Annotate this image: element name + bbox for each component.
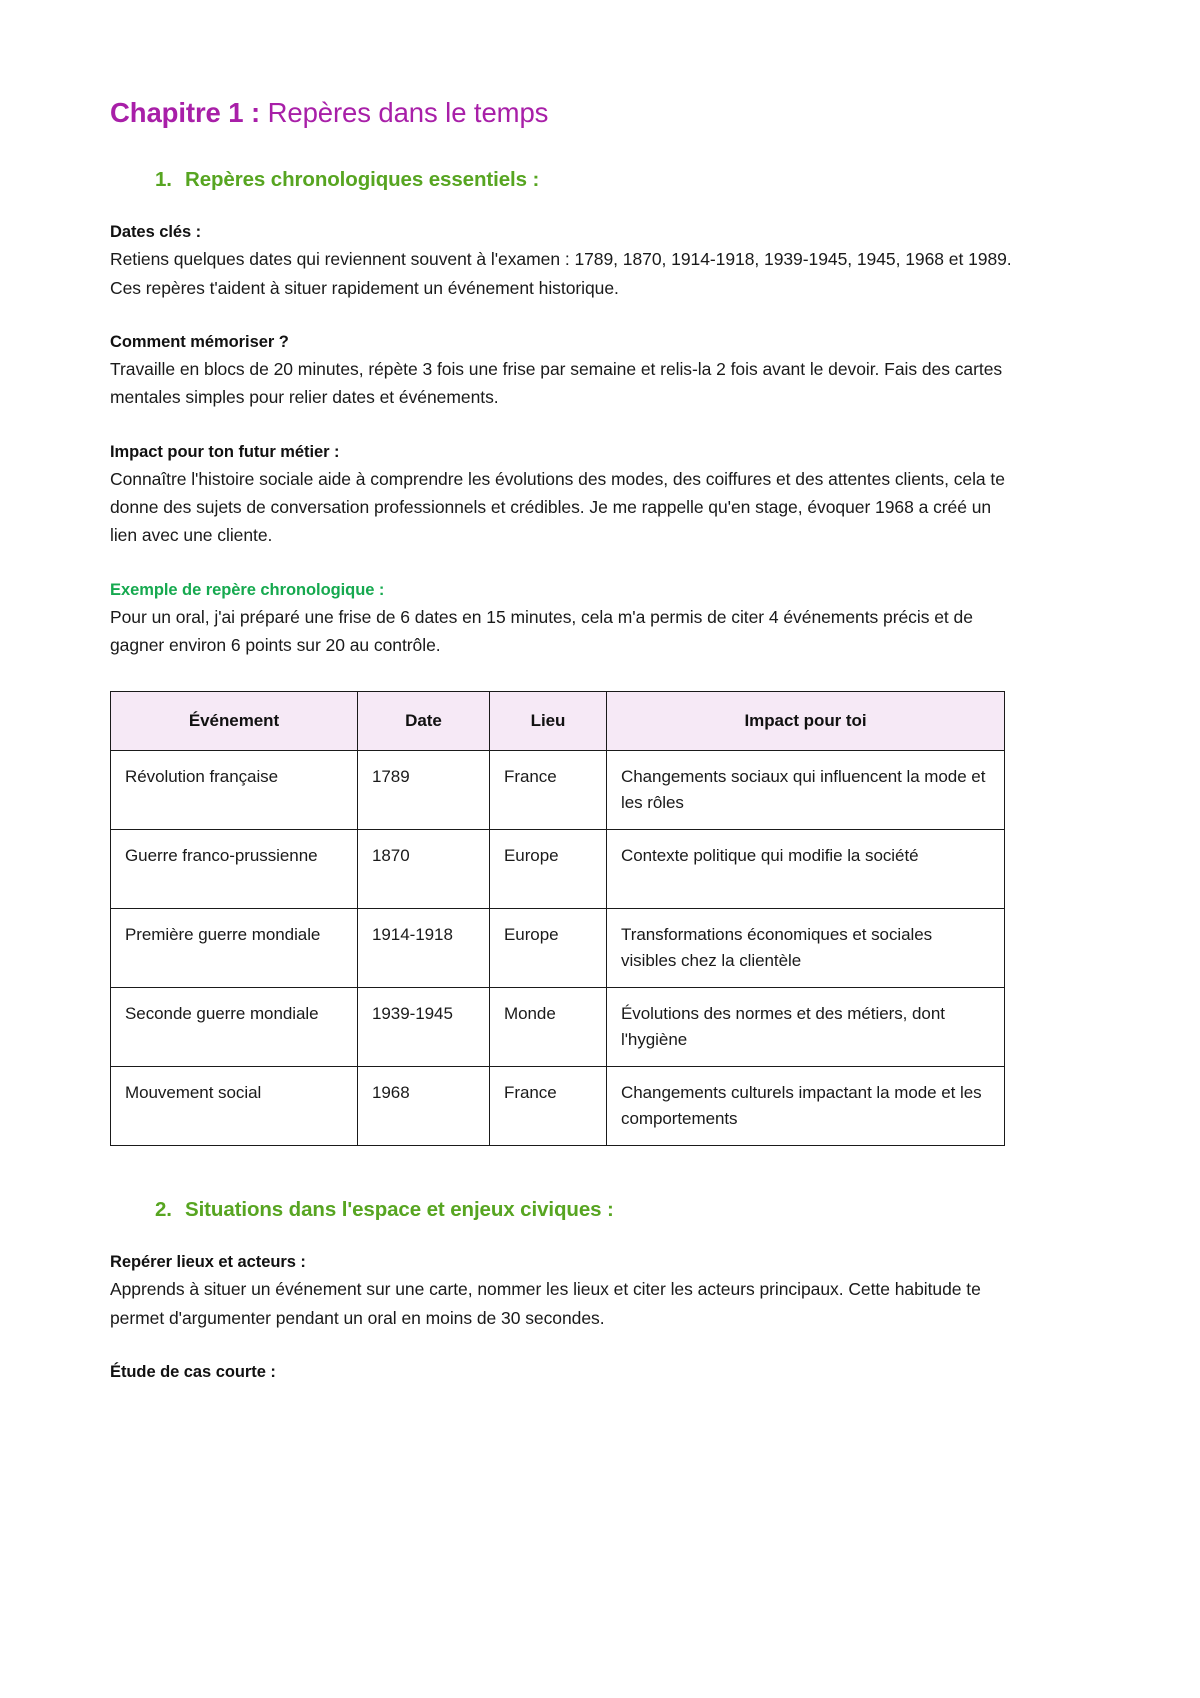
paragraph-dates-cles: Retiens quelques dates qui reviennent souvent à l'examen : 1789, 1870, 1914-1918, 1939-1945, 1945, 1968 et 1989. Ces repères t'aident à situer rapidement un événement historique. bbox=[110, 249, 1012, 298]
subheading-dates-cles: Dates clés : bbox=[110, 223, 202, 242]
block-memoriser bbox=[110, 333, 1090, 412]
chronology-table bbox=[110, 691, 1005, 1146]
table-body bbox=[111, 751, 1005, 1146]
column-header-impact: Impact pour toi bbox=[607, 692, 1005, 751]
block-etude-cas bbox=[110, 1363, 1090, 1382]
subheading-impact-metier: Impact pour ton futur métier : bbox=[110, 442, 340, 461]
chapter-title-text: Repères dans le temps bbox=[267, 97, 549, 128]
table-row bbox=[111, 830, 1005, 909]
cell-impact: Transformations économiques et sociales visibles chez la clientèle bbox=[607, 909, 1005, 988]
chapter-label: Chapitre 1 : bbox=[110, 97, 261, 128]
cell-date: 1789 bbox=[358, 751, 490, 830]
block-dates-cles bbox=[110, 223, 1090, 302]
cell-date: 1914-1918 bbox=[358, 909, 490, 988]
cell-impact: Contexte politique qui modifie la société bbox=[607, 830, 1005, 909]
cell-lieu: Europe bbox=[490, 909, 607, 988]
cell-evenement: Seconde guerre mondiale bbox=[111, 988, 358, 1067]
chronology-table-container bbox=[110, 691, 1090, 1146]
block-exemple bbox=[110, 581, 1090, 660]
section-heading-2 bbox=[110, 1198, 1090, 1222]
section-number-1: 1. bbox=[155, 168, 172, 192]
table-header-row bbox=[111, 692, 1005, 751]
cell-evenement: Guerre franco-prussienne bbox=[111, 830, 358, 909]
cell-date: 1870 bbox=[358, 830, 490, 909]
subheading-reperer: Repérer lieux et acteurs : bbox=[110, 1253, 306, 1272]
cell-impact: Évolutions des normes et des métiers, dont l'hygiène bbox=[607, 988, 1005, 1067]
cell-date: 1968 bbox=[358, 1067, 490, 1146]
cell-evenement: Première guerre mondiale bbox=[111, 909, 358, 988]
table-row bbox=[111, 909, 1005, 988]
cell-lieu: France bbox=[490, 1067, 607, 1146]
table-row bbox=[111, 988, 1005, 1067]
cell-date: 1939-1945 bbox=[358, 988, 490, 1067]
table-row bbox=[111, 751, 1005, 830]
cell-lieu: Europe bbox=[490, 830, 607, 909]
section-title-2: Situations dans l'espace et enjeux civiques : bbox=[185, 1198, 614, 1222]
section-number-2: 2. bbox=[155, 1198, 172, 1222]
paragraph-impact-metier: Connaître l'histoire sociale aide à comprendre les évolutions des modes, des coiffures et des attentes clients, cela te donne des sujets de conversation professionnels et crédibles. Je me rappelle qu'en stage, évoquer 1968 a créé un lien avec une cliente. bbox=[110, 468, 1005, 546]
section-title-1: Repères chronologiques essentiels : bbox=[185, 168, 540, 192]
block-impact-metier bbox=[110, 443, 1090, 550]
cell-impact: Changements sociaux qui influencent la mode et les rôles bbox=[607, 751, 1005, 830]
column-header-lieu: Lieu bbox=[490, 692, 607, 751]
subheading-memoriser: Comment mémoriser ? bbox=[110, 333, 289, 352]
cell-lieu: Monde bbox=[490, 988, 607, 1067]
cell-evenement: Mouvement social bbox=[111, 1067, 358, 1146]
table-row bbox=[111, 1067, 1005, 1146]
page-title bbox=[110, 96, 1090, 130]
paragraph-reperer: Apprends à situer un événement sur une carte, nommer les lieux et citer les acteurs principaux. Cette habitude te permet d'argumenter pendant un oral en moins de 30 secondes. bbox=[110, 1279, 981, 1328]
subheading-exemple: Exemple de repère chronologique : bbox=[110, 580, 385, 599]
table-header bbox=[111, 692, 1005, 751]
column-header-evenement: Événement bbox=[111, 692, 358, 751]
paragraph-memoriser: Travaille en blocs de 20 minutes, répète 3 fois une frise par semaine et relis-la 2 fois avant le devoir. Fais des cartes mentales simples pour relier dates et événements. bbox=[110, 359, 1003, 408]
column-header-date: Date bbox=[358, 692, 490, 751]
paragraph-exemple: Pour un oral, j'ai préparé une frise de 6 dates en 15 minutes, cela m'a permis de citer 4 événements précis et de gagner environ 6 points sur 20 au contrôle. bbox=[110, 606, 973, 656]
block-reperer bbox=[110, 1253, 1090, 1332]
cell-impact: Changements culturels impactant la mode et les comportements bbox=[607, 1067, 1005, 1146]
cell-evenement: Révolution française bbox=[111, 751, 358, 830]
cell-lieu: France bbox=[490, 751, 607, 830]
subheading-etude-cas: Étude de cas courte : bbox=[110, 1362, 276, 1381]
section-heading-1 bbox=[110, 168, 1090, 192]
